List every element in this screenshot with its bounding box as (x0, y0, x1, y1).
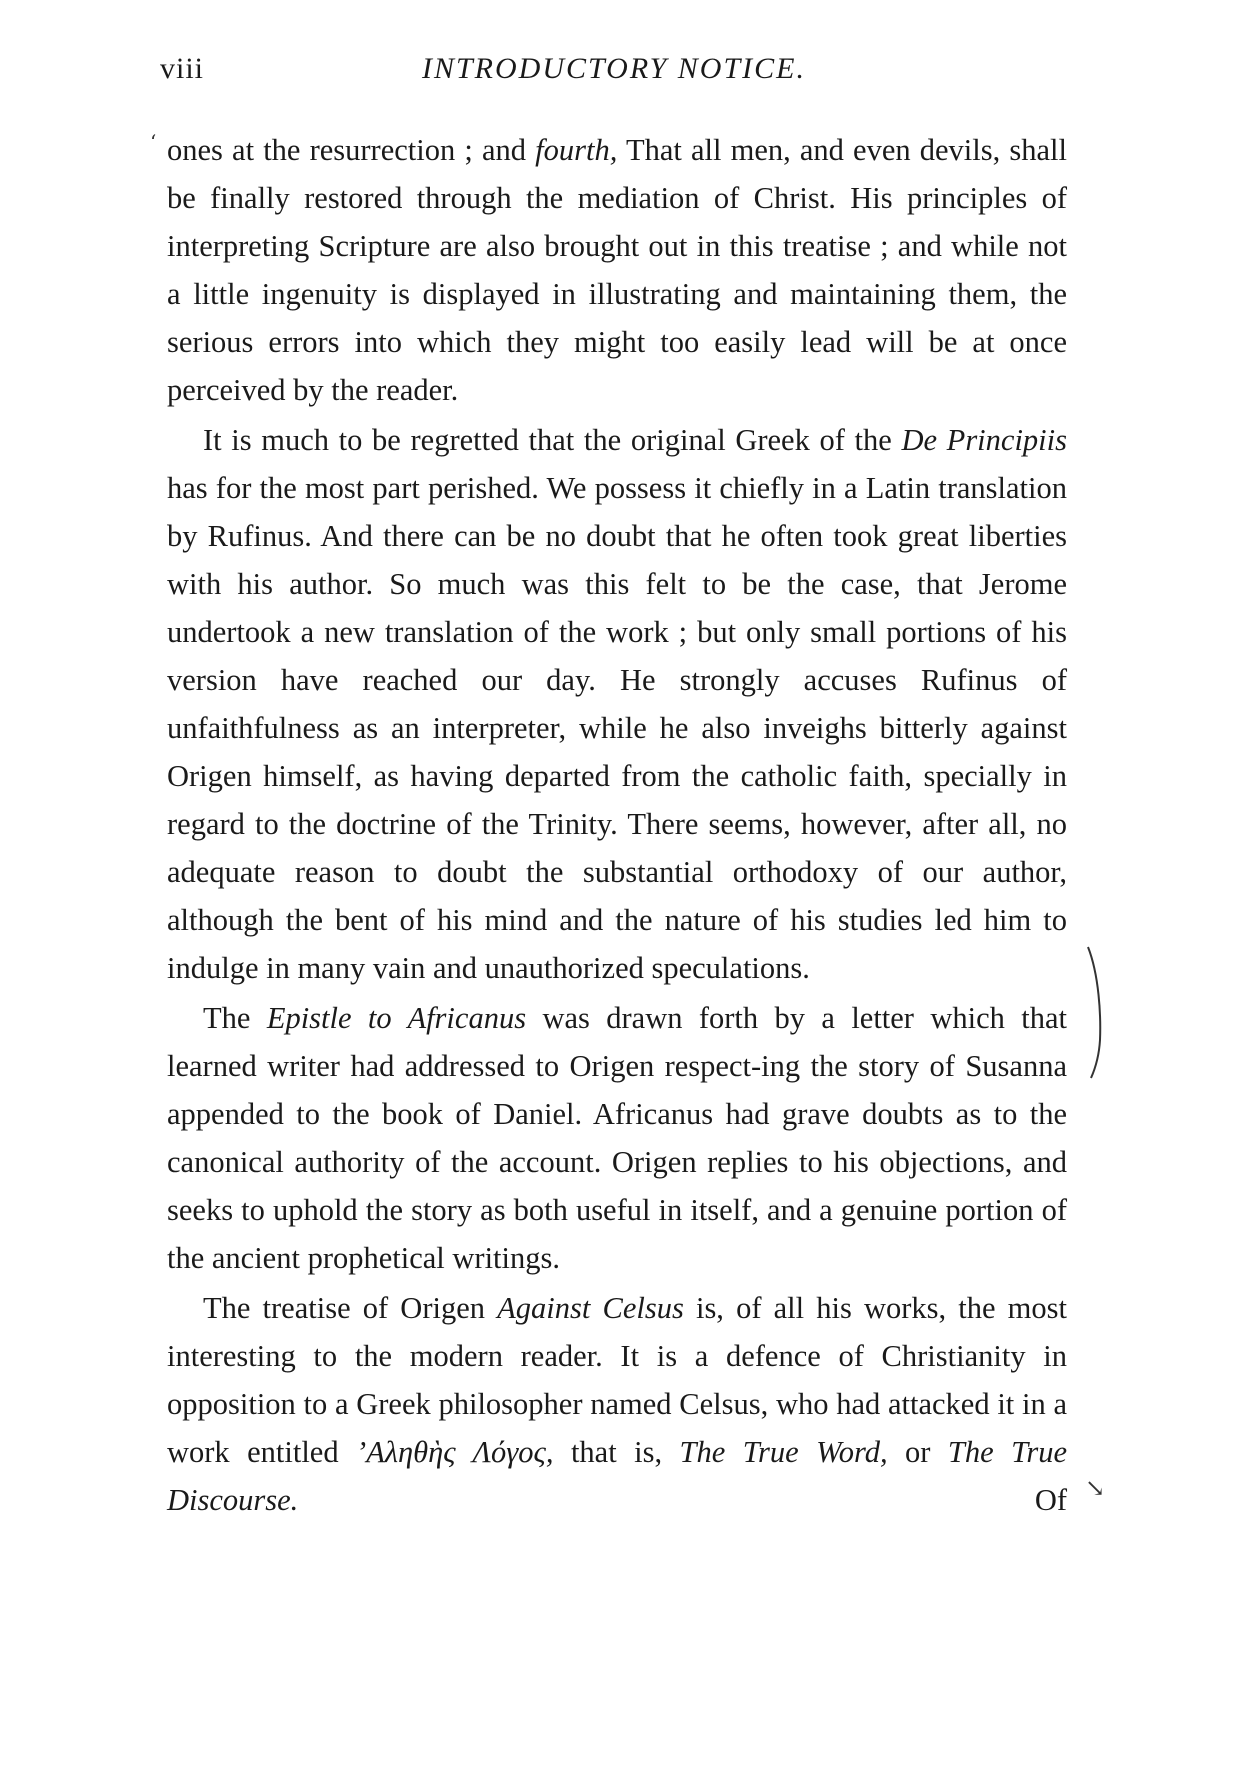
italic-text-segment: De Principiis (901, 423, 1067, 457)
text-segment: that is, (553, 1435, 680, 1469)
italic-text-segment: The True Discourse. (167, 1435, 1068, 1517)
page-number: viii (160, 52, 205, 85)
italic-text-segment: Against Celsus (497, 1291, 684, 1325)
margin-arrow-mark: ↘ (1085, 1474, 1106, 1502)
text-segment: is, of all his works, the most interesting to the modern reader. It is a defence of Christianity in opposition to a Greek philosopher named Celsus, who had attacked it in a work entitled (167, 1291, 1067, 1469)
body-text (167, 126, 1067, 1524)
text-segment: was drawn forth by a letter which that learned writer had addressed to Origen respect-ing the story of Susanna appended to the book of Daniel. Africanus had grave doubts as to the canonical authority of the account. Origen replies to his objections, and seeks to uphold the story as both useful in itself, and a genuine portion of the ancient prophetical writings. (167, 1001, 1067, 1275)
paragraph-resurrection (167, 126, 1067, 414)
stray-quote-mark: ‘ (150, 130, 157, 154)
paragraph-epistle-to-africanus (167, 994, 1067, 1282)
text-segment: ones at the resurrection ; and (167, 133, 536, 167)
text-segment: It is much to be regretted that the original Greek of the (203, 423, 902, 457)
paragraph-against-celsus (167, 1284, 1067, 1524)
running-head (160, 52, 1068, 92)
italic-text-segment: fourth, (535, 133, 618, 167)
paragraph-de-principiis (167, 416, 1067, 992)
text-segment: has for the most part perished. We possess it chiefly in a Latin translation by Rufinus. And there can be no doubt that he often took great liberties with his author. So much was this felt to be the case, that Jerome undertook a new translation of the work ; but only small portions of his version have reached our day. He strongly accuses Rufinus of unfaithfulness as an interpreter, while he also inveighs bitterly against Origen himself, as having departed from the catholic faith, specially in regard to the doctrine of the Trinity. There seems, however, after all, no adequate reason to doubt the substantial orthodoxy of our author, although the bent of his mind and the nature of his studies led him to indulge in many vain and unauthorized speculations. (167, 471, 1067, 985)
text-segment: or (887, 1435, 948, 1469)
margin-bracket-mark (1085, 945, 1107, 1080)
text-segment: That all men, and even devils, shall be finally restored through the mediation of Christ. His principles of interpreting Scripture are also brought out in this treatise ; and while not a little ingenuity is displayed in illustrating and maintaining them, the serious errors into which they might too easily lead will be at once perceived by the reader. (167, 133, 1067, 407)
italic-text-segment: The True Word, (679, 1435, 888, 1469)
italic-text-segment: Epistle to Africanus (266, 1001, 527, 1035)
text-segment: Of (298, 1483, 1067, 1517)
italic-text-segment: ’Αληθὴς Λόγος, (356, 1435, 554, 1469)
text-segment: The treatise of Origen (203, 1291, 498, 1325)
running-head-title: INTRODUCTORY NOTICE. (422, 52, 806, 85)
text-segment: The (203, 1001, 267, 1035)
